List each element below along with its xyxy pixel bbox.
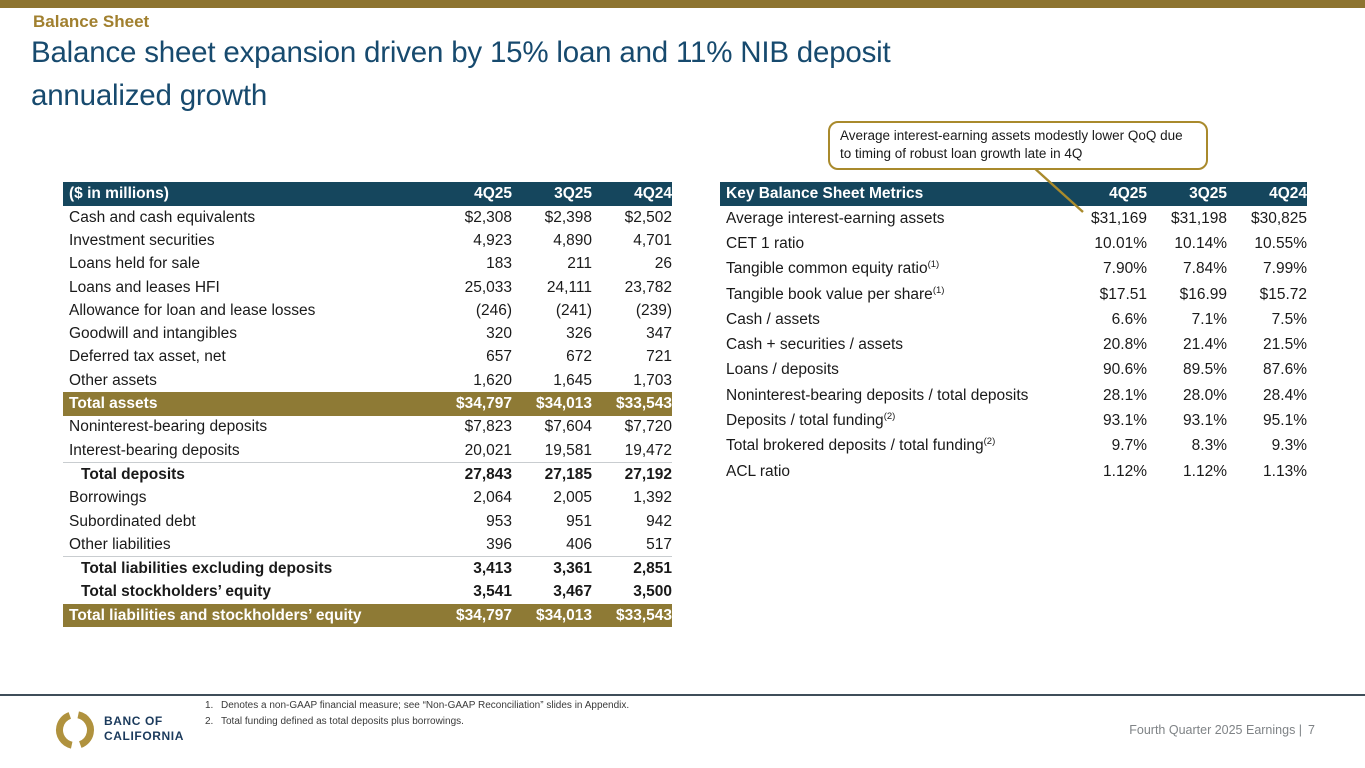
table-row xyxy=(63,346,672,369)
row-label: Noninterest-bearing deposits xyxy=(69,418,268,436)
row-label: Other assets xyxy=(69,371,157,389)
table-row xyxy=(63,604,672,627)
row-label: Total assets xyxy=(69,395,158,413)
row-value: $15.72 xyxy=(1259,285,1307,303)
row-value: 6.6% xyxy=(1111,310,1147,328)
table-row xyxy=(63,322,672,345)
row-value: 517 xyxy=(646,535,672,553)
callout-text: Average interest-earning assets modestly lower QoQ due to timing of robust loan growth late in 4Q xyxy=(840,128,1183,162)
table-row xyxy=(63,206,672,229)
table-header-row xyxy=(720,182,1307,206)
row-label: Noninterest-bearing deposits / total deposits xyxy=(726,386,1029,404)
footer-divider xyxy=(0,694,1365,696)
row-value: $31,169 xyxy=(1090,209,1147,227)
table-header-row xyxy=(63,182,672,206)
row-label: Tangible book value per share$^{(1)}$ xyxy=(726,284,945,303)
column-header: 4Q24 xyxy=(634,185,672,202)
row-value: $30,825 xyxy=(1250,209,1307,227)
row-label: Total stockholders’ equity xyxy=(81,583,272,601)
table-row xyxy=(720,282,1307,307)
row-value: 26 xyxy=(654,255,672,273)
row-label: Cash and cash equivalents xyxy=(69,208,256,226)
row-value: 942 xyxy=(646,512,672,530)
slide-title xyxy=(31,31,891,117)
table-row xyxy=(63,392,672,415)
row-value: 93.1% xyxy=(1103,412,1147,430)
row-value: 4,890 xyxy=(553,231,592,249)
row-value: 1,645 xyxy=(553,371,592,389)
row-value: 28.0% xyxy=(1183,386,1227,404)
slide-eyebrow: Balance Sheet xyxy=(33,12,150,31)
row-value: $34,797 xyxy=(455,606,512,624)
row-value: 28.1% xyxy=(1103,386,1147,404)
row-value: $34,013 xyxy=(535,606,592,624)
footnote-marker: (1) xyxy=(932,284,945,296)
row-value: 9.3% xyxy=(1271,437,1307,455)
slide-title-line1: Balance sheet expansion driven by 15% loan and 11% NIB deposit xyxy=(31,36,891,69)
row-label: Cash + securities / assets xyxy=(726,336,904,354)
table-row xyxy=(720,257,1307,282)
row-value: 396 xyxy=(486,535,512,553)
row-label: Subordinated debt xyxy=(69,512,196,530)
row-value: 27,185 xyxy=(544,465,592,483)
row-label: Other liabilities xyxy=(69,535,171,553)
table-header-label: Key Balance Sheet Metrics xyxy=(726,185,924,202)
row-value: 1.12% xyxy=(1103,462,1147,480)
column-header: 4Q25 xyxy=(1109,185,1147,202)
table-header-label: ($ in millions) xyxy=(69,185,169,202)
row-value: 657 xyxy=(486,348,512,366)
row-value: 19,472 xyxy=(624,441,672,459)
row-value: 89.5% xyxy=(1183,361,1227,379)
row-value: 721 xyxy=(646,348,672,366)
footnote-text: Denotes a non-GAAP financial measure; see “Non-GAAP Reconciliation” slides in Appendix. xyxy=(221,700,630,711)
row-label: Total liabilities excluding deposits xyxy=(81,560,333,578)
row-value: 347 xyxy=(646,325,672,343)
footnote-number: 2. xyxy=(205,716,214,727)
footnote-2 xyxy=(205,714,629,730)
table-row xyxy=(720,358,1307,383)
row-value: 1,620 xyxy=(473,371,512,389)
logo-line1: BANC OF xyxy=(104,714,163,728)
row-value: 9.7% xyxy=(1111,437,1147,455)
logo-wordmark xyxy=(104,714,184,744)
row-value: 2,851 xyxy=(633,560,672,578)
row-value: $31,198 xyxy=(1170,209,1227,227)
row-value: 320 xyxy=(486,325,512,343)
table-row xyxy=(63,299,672,322)
footnote-marker: (2) xyxy=(983,436,996,448)
row-value: 28.4% xyxy=(1263,386,1307,404)
callout-note xyxy=(828,121,1208,170)
footnote-marker: (2) xyxy=(883,410,896,422)
table-row xyxy=(720,332,1307,357)
row-value: 3,500 xyxy=(633,583,672,601)
row-value: 7.99% xyxy=(1263,260,1307,278)
table-row xyxy=(63,487,672,510)
row-value: (246) xyxy=(475,301,512,319)
table-row xyxy=(63,533,672,556)
row-label: ACL ratio xyxy=(726,462,791,480)
row-value: 20.8% xyxy=(1103,336,1147,354)
footnotes xyxy=(205,698,629,730)
row-value: 90.6% xyxy=(1103,361,1147,379)
table-row xyxy=(63,556,672,580)
row-value: $16.99 xyxy=(1179,285,1227,303)
row-value: $34,013 xyxy=(535,395,592,413)
row-value: $2,502 xyxy=(624,208,672,226)
row-label: Investment securities xyxy=(69,231,215,249)
row-value: 2,064 xyxy=(473,489,512,507)
row-value: $2,308 xyxy=(464,208,512,226)
table-row xyxy=(63,462,672,486)
row-value: $34,797 xyxy=(455,395,512,413)
row-label: Interest-bearing deposits xyxy=(69,441,240,459)
row-value: 27,843 xyxy=(464,465,512,483)
row-value: 10.14% xyxy=(1174,234,1227,252)
row-label: Deferred tax asset, net xyxy=(69,348,226,366)
row-value: 406 xyxy=(566,535,592,553)
row-label: Allowance for loan and lease losses xyxy=(69,301,316,319)
table-row xyxy=(720,459,1307,484)
row-value: 3,541 xyxy=(473,583,512,601)
row-value: (241) xyxy=(555,301,592,319)
row-label: Tangible common equity ratio$^{(1)}$ xyxy=(726,259,940,278)
row-label: Loans / deposits xyxy=(726,361,839,379)
row-value: 3,467 xyxy=(553,583,592,601)
table-body xyxy=(63,206,672,627)
row-value: $2,398 xyxy=(544,208,592,226)
row-value: 951 xyxy=(566,512,592,530)
row-label: Loans held for sale xyxy=(69,255,200,273)
row-value: 25,033 xyxy=(464,278,512,296)
row-value: 672 xyxy=(566,348,592,366)
table-row xyxy=(720,434,1307,459)
row-value: $7,823 xyxy=(464,418,512,436)
row-label: Average interest-earning assets xyxy=(726,209,945,227)
row-value: 87.6% xyxy=(1263,361,1307,379)
logo-line2: CALIFORNIA xyxy=(104,729,184,743)
row-value: 3,413 xyxy=(473,560,512,578)
column-header: 4Q25 xyxy=(474,185,512,202)
row-value: $7,604 xyxy=(544,418,592,436)
row-value: 1,392 xyxy=(633,489,672,507)
table-row xyxy=(63,416,672,439)
row-value: 3,361 xyxy=(553,560,592,578)
footnote-marker: (1) xyxy=(927,259,940,271)
row-label: CET 1 ratio xyxy=(726,234,805,252)
footer-page-info xyxy=(1129,723,1315,737)
row-value: 20,021 xyxy=(464,441,512,459)
row-value: $7,720 xyxy=(624,418,672,436)
row-value: 7.5% xyxy=(1271,310,1307,328)
row-value: 21.5% xyxy=(1263,336,1307,354)
row-value: $17.51 xyxy=(1099,285,1147,303)
row-value: 211 xyxy=(567,255,592,273)
row-value: 21.4% xyxy=(1183,336,1227,354)
row-value: 27,192 xyxy=(624,465,672,483)
row-value: 19,581 xyxy=(544,441,592,459)
row-value: 1,703 xyxy=(633,371,672,389)
row-value: 2,005 xyxy=(553,489,592,507)
row-value: 4,923 xyxy=(473,231,512,249)
row-value: 10.55% xyxy=(1254,234,1307,252)
row-value: (239) xyxy=(635,301,672,319)
table-row xyxy=(63,253,672,276)
table-row xyxy=(720,408,1307,433)
row-label: Total liabilities and stockholders’ equity xyxy=(69,606,362,624)
balance-sheet-table xyxy=(63,182,676,627)
column-header: 4Q24 xyxy=(1269,185,1307,202)
key-metrics-table xyxy=(720,182,1308,484)
row-value: 326 xyxy=(566,325,592,343)
row-value: 4,701 xyxy=(633,231,672,249)
row-value: 93.1% xyxy=(1183,412,1227,430)
row-value: 953 xyxy=(486,512,512,530)
table-row xyxy=(63,581,672,604)
row-value: 1.12% xyxy=(1183,462,1227,480)
row-value: 183 xyxy=(486,255,512,273)
table-row xyxy=(63,229,672,252)
table-row xyxy=(63,276,672,299)
banc-of-california-logo-icon xyxy=(52,707,98,753)
table-row xyxy=(63,369,672,392)
page-number: 7 xyxy=(1308,723,1315,737)
row-value: 7.1% xyxy=(1191,310,1227,328)
footnote-1 xyxy=(205,698,629,714)
row-value: 1.13% xyxy=(1263,462,1307,480)
row-label: Total deposits xyxy=(81,465,185,483)
column-header: 3Q25 xyxy=(554,185,592,202)
table-body xyxy=(720,206,1307,484)
row-value: 7.90% xyxy=(1103,260,1147,278)
column-header: 3Q25 xyxy=(1189,185,1227,202)
row-value: 7.84% xyxy=(1183,260,1227,278)
row-label: Loans and leases HFI xyxy=(69,278,220,296)
table-row xyxy=(720,307,1307,332)
row-value: $33,543 xyxy=(615,606,672,624)
footnote-text: Total funding defined as total deposits plus borrowings. xyxy=(221,716,464,727)
table-row xyxy=(720,383,1307,408)
row-label: Deposits / total funding$^{(2)}$ xyxy=(726,410,896,430)
row-label: Goodwill and intangibles xyxy=(69,325,238,343)
table-row xyxy=(63,510,672,533)
table-row xyxy=(63,439,672,462)
footnote-number: 1. xyxy=(205,700,214,711)
slide-title-line2: annualized growth xyxy=(31,79,268,112)
table-row xyxy=(720,231,1307,256)
row-value: 24,111 xyxy=(546,278,592,296)
row-value: 95.1% xyxy=(1263,412,1307,430)
row-value: $33,543 xyxy=(615,395,672,413)
row-value: 23,782 xyxy=(624,278,672,296)
table-row xyxy=(720,206,1307,231)
row-value: 8.3% xyxy=(1191,437,1227,455)
row-label: Borrowings xyxy=(69,489,147,507)
footer-caption: Fourth Quarter 2025 Earnings | xyxy=(1129,723,1303,737)
row-value: 10.01% xyxy=(1094,234,1147,252)
top-accent-bar xyxy=(0,0,1365,8)
row-label: Total brokered deposits / total funding$^{(2)}$ xyxy=(726,436,996,455)
row-label: Cash / assets xyxy=(726,310,820,328)
